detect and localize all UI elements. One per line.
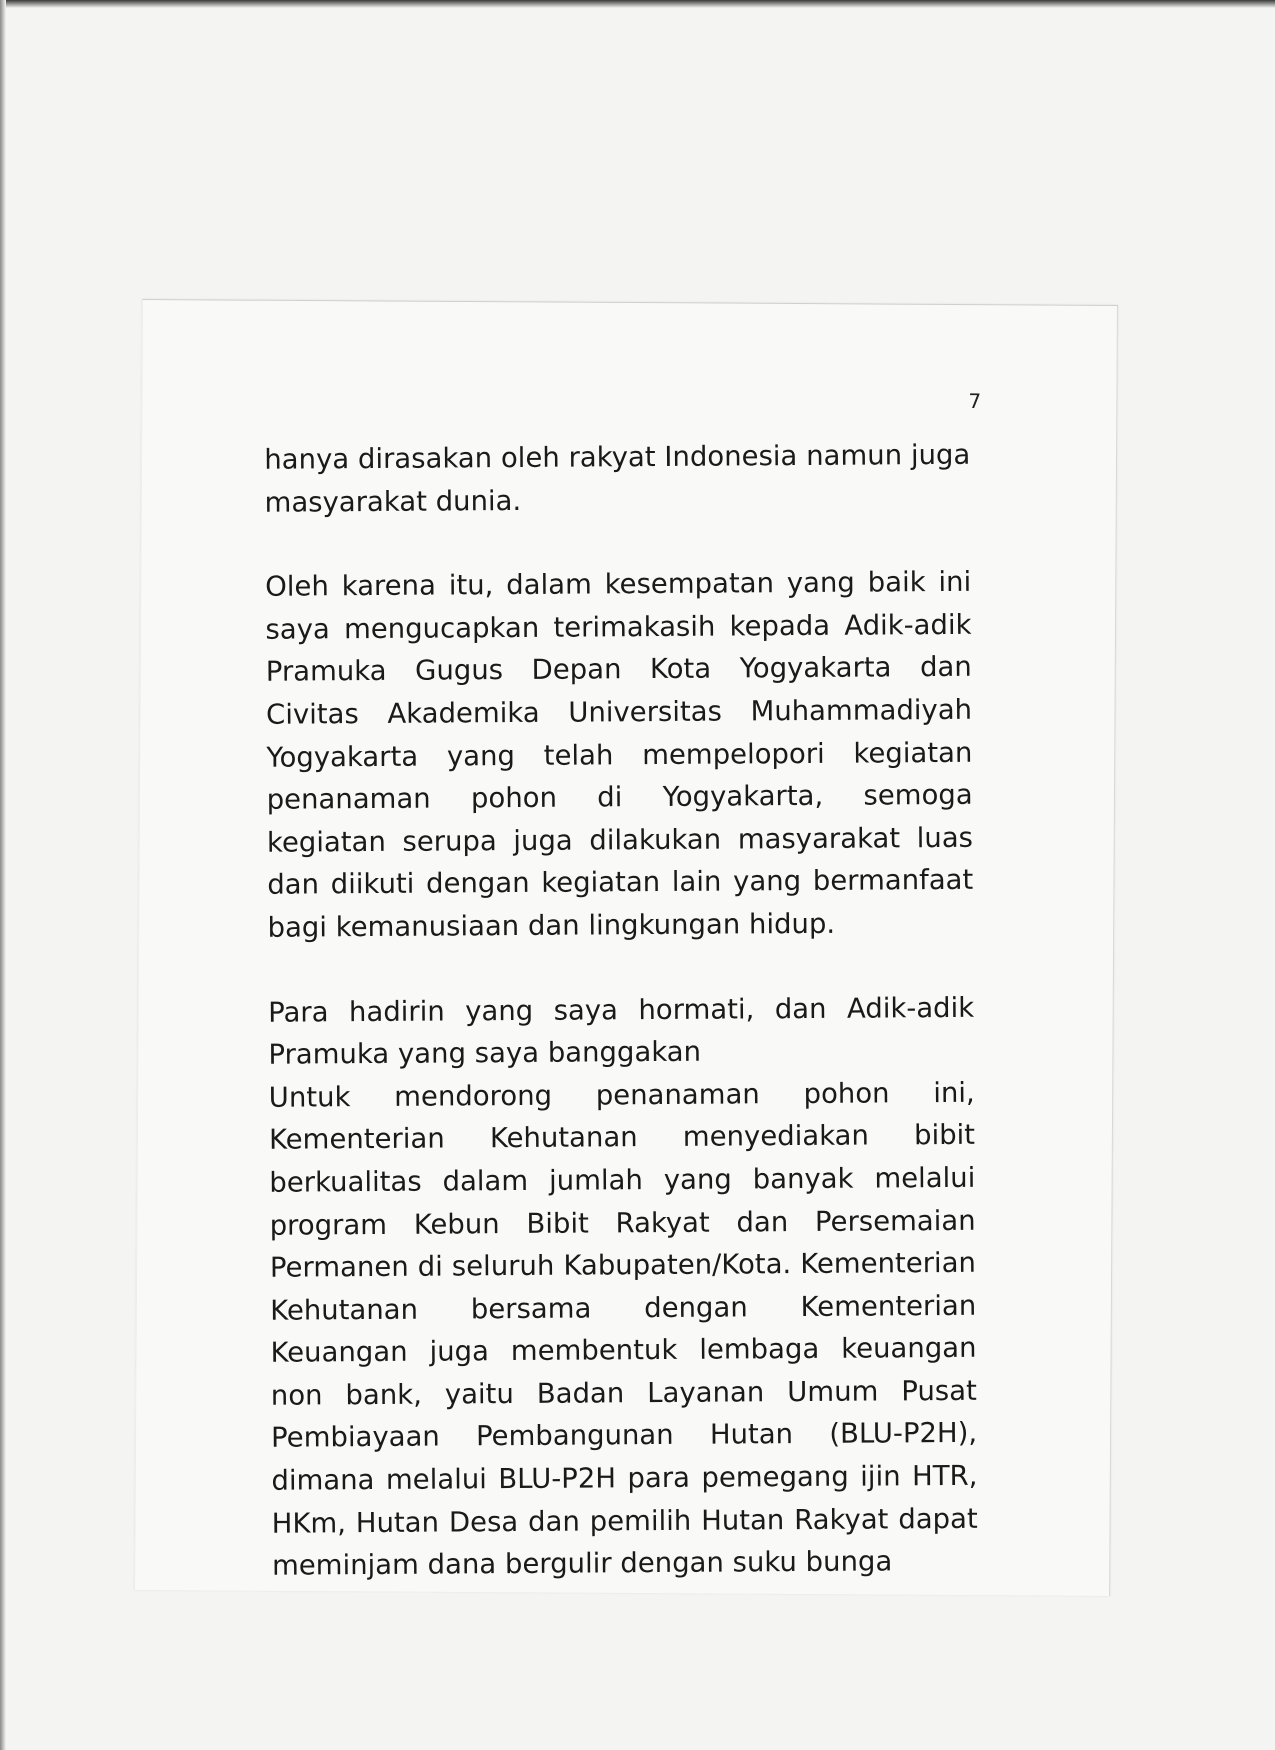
page-number: 7 xyxy=(968,389,982,414)
page-body xyxy=(264,434,978,1588)
paragraph-1: hanya dirasakan oleh rakyat Indonesia namun juga masyarakat dunia. xyxy=(264,438,971,519)
paragraph-3: Para hadirin yang saya hormati, dan Adik-adik Pramuka yang saya banggakan xyxy=(268,991,975,1071)
scan-edge-left xyxy=(0,0,6,1750)
paragraph-4: Untuk mendorong penanaman pohon ini, Kementerian Kehutanan menyediakan bibit berkualitas dalam jumlah yang banyak melalui program Kebun Bibit Rakyat dan Persemaian Permanen di seluruh Kabupaten/Kota. Kementerian Kehutanan bersama dengan Kementerian Keuangan juga membentuk lembaga keuangan non bank, yaitu Badan Layanan Umum Pusat Pembiayaan Pembangunan Hutan (BLU-P2H), dimana melalui BLU-P2H para pemegang ijin HTR, HKm, Hutan Desa dan pemilih Hutan Rakyat dapat meminjam dana bergulir dengan suku bunga xyxy=(268,1076,978,1582)
paragraph-2: Oleh karena itu, dalam kesempatan yang baik ini saya mengucapkan terimakasih kepada Adik-adik Pramuka Gugus Depan Kota Yogyakarta dan Civitas Akademika Universitas Muhammadiyah Yogyakarta yang telah mempelopori kegiatan penanaman pohon di Yogyakarta, semoga kegiatan serupa juga dilakukan masyarakat luas dan diikuti dengan kegiatan lain yang bermanfaat bagi kemanusiaan dan lingkungan hidup. xyxy=(265,566,974,944)
document-page xyxy=(134,299,1118,1596)
scan-edge-top xyxy=(0,0,1275,8)
